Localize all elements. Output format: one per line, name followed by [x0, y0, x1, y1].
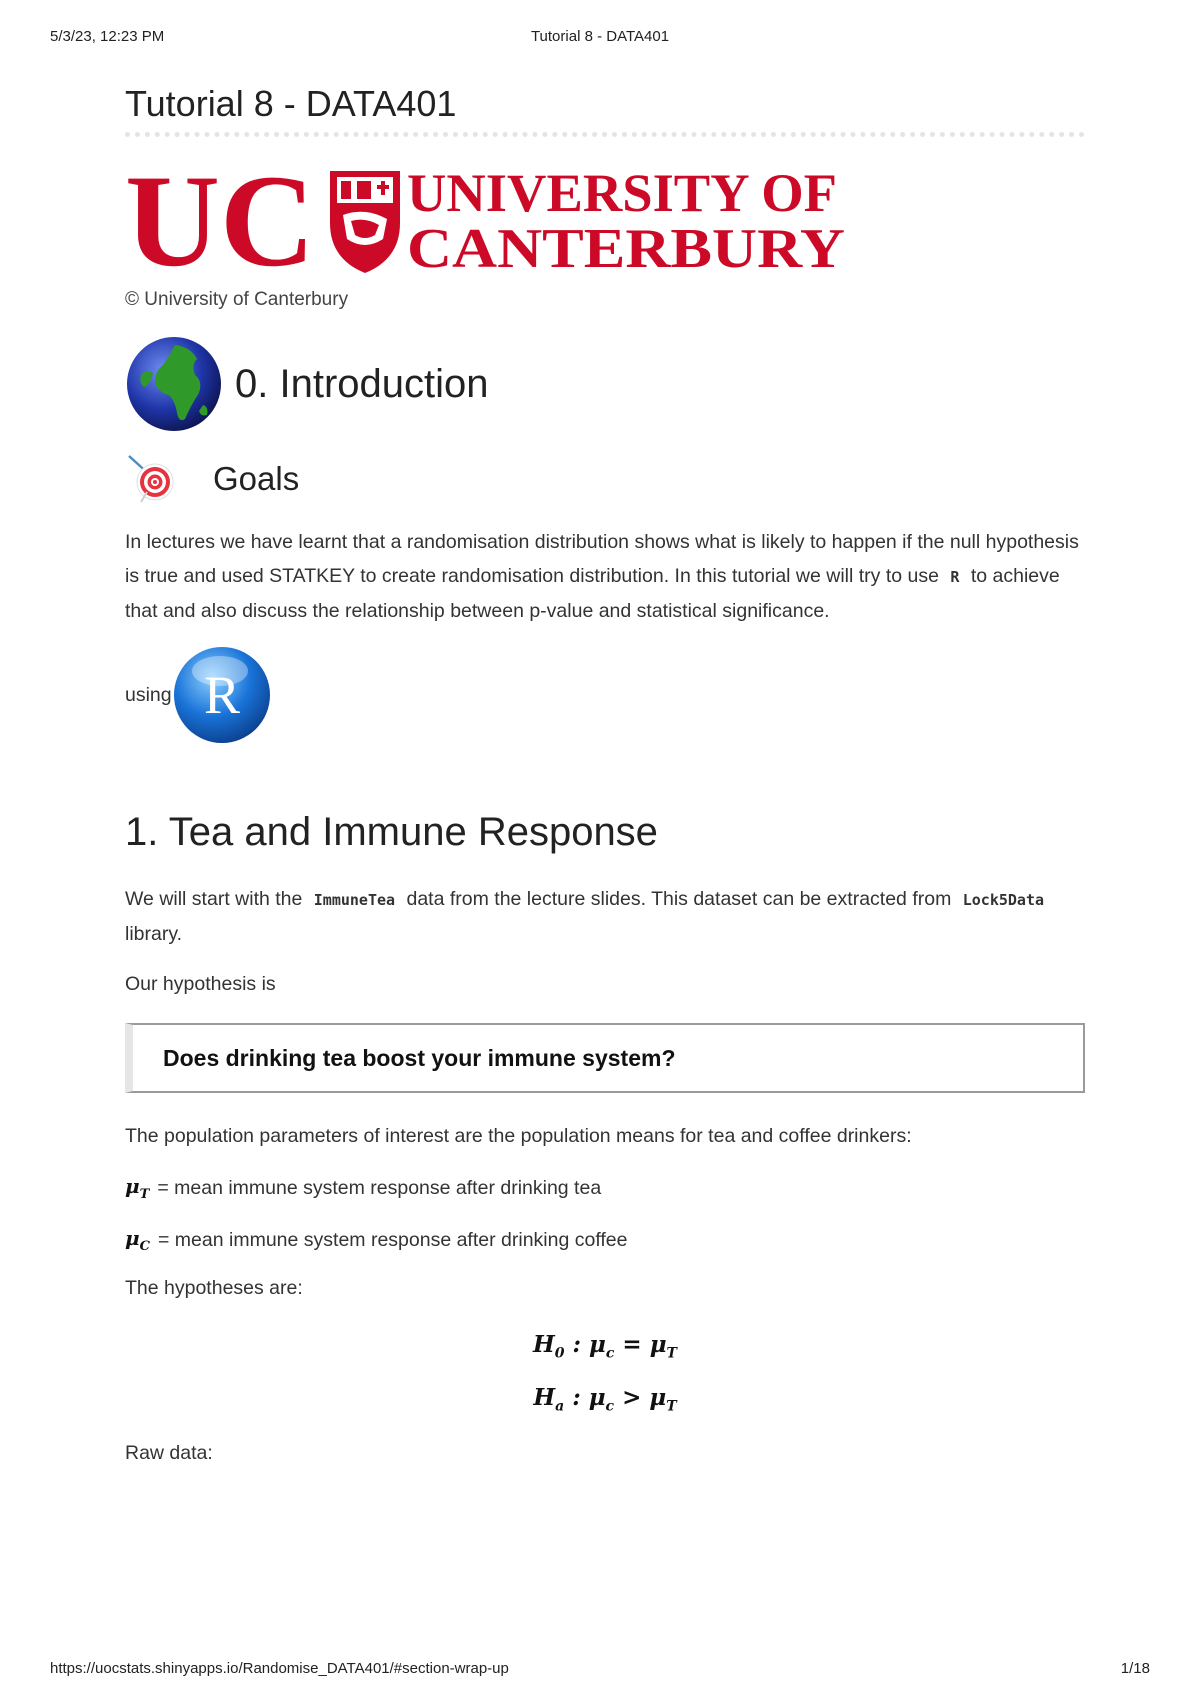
ha-letter: H [533, 1383, 556, 1411]
mu-coffee-symbol [125, 1226, 150, 1254]
r-code: R [950, 568, 960, 586]
globe-icon [125, 335, 223, 433]
immunetea-code: ImmuneTea [313, 891, 396, 909]
ha-mu-c-subscript: c [605, 1398, 615, 1415]
goals-text-after: to achieve that and also discuss the relationship between p-value and statistical significance. [125, 565, 1060, 622]
logo-mark: UC [125, 159, 315, 277]
goals-heading-text: Goals [213, 460, 300, 497]
p1-text-a: We will start with the [125, 888, 303, 910]
crest-icon [330, 171, 400, 273]
h0-mu-c: : μ [572, 1331, 606, 1358]
logo-line-2: CANTERBURY [407, 218, 845, 277]
goals-heading [125, 451, 1085, 507]
university-logo [125, 159, 1085, 277]
mu-coffee-text: = mean immune system response after drinking coffee [158, 1229, 628, 1251]
p1-text-b: data from the lecture slides. This dataset can be extracted from [406, 888, 952, 910]
uc-logo-graphic [125, 159, 845, 277]
copyright-notice: © University of Canterbury [125, 289, 349, 310]
ha-mu-t-subscript: T [666, 1398, 677, 1415]
h0-letter: H [533, 1331, 555, 1358]
hypotheses-intro: The hypotheses are: [125, 1277, 303, 1299]
hypothesis-callout [125, 1023, 1085, 1093]
section-1-heading: 1. Tea and Immune Response [125, 810, 658, 854]
print-header [0, 28, 1200, 48]
logo-line-1: UNIVERSITY OF [407, 163, 837, 223]
h0-mu-t-subscript: T [666, 1345, 677, 1362]
h0-equals-mu-t: = μ [614, 1331, 667, 1358]
print-footer [0, 1660, 1200, 1680]
introduction-heading-text: 0. Introduction [235, 361, 489, 406]
r-logo-icon [172, 645, 272, 745]
mu-tea-definition [125, 1171, 1085, 1205]
mu-coffee-subscript: C [139, 1239, 150, 1254]
using-r-line [125, 644, 1085, 746]
hypothesis-question: Does drinking tea boost your immune system? [163, 1044, 676, 1071]
raw-data-label: Raw data: [125, 1442, 213, 1465]
using-label: using [125, 683, 172, 706]
null-hypothesis [125, 1331, 1085, 1362]
print-page-number: 1/18 [1120, 1660, 1150, 1677]
section-1-paragraph-2: Our hypothesis is [125, 973, 276, 995]
title-block [125, 80, 1085, 137]
tutorial-content [125, 80, 1085, 1470]
p1-text-c: library. [125, 923, 183, 945]
print-datetime: 5/3/23, 12:23 PM [50, 28, 165, 45]
h0-subscript: 0 [554, 1345, 565, 1362]
lock5data-code: Lock5Data [962, 891, 1045, 909]
introduction-heading [125, 335, 1085, 433]
section-1-paragraph-3: The population parameters of interest are the population means for tea and coffee drinkers: [125, 1125, 912, 1147]
mu-tea-symbol [125, 1174, 149, 1202]
ha-mu-c: : μ [572, 1383, 606, 1411]
page-title: Tutorial 8 - DATA401 [125, 83, 457, 124]
section-1-paragraph-1 [125, 882, 1085, 951]
h0-mu-c-subscript: c [605, 1345, 615, 1362]
goals-text-before: In lectures we have learnt that a randomisation distribution shows what is likely to happen if the null hypothesis is true and used STATKEY to create randomisation distribution. In this tutorial we will try to use [125, 531, 1079, 587]
mu-tea-text: = mean immune system response after drinking tea [157, 1177, 602, 1199]
mu-tea-subscript: T [139, 1187, 150, 1202]
goals-paragraph [125, 525, 1085, 628]
ha-greater-mu-t: > μ [614, 1383, 667, 1411]
alternative-hypothesis [125, 1384, 1085, 1415]
mu-coffee-definition [125, 1223, 1085, 1257]
print-url: https://uocstats.shinyapps.io/Randomise_DATA401/#section-wrap-up [50, 1660, 509, 1677]
target-icon [125, 452, 179, 506]
print-page-title: Tutorial 8 - DATA401 [530, 28, 670, 45]
ha-subscript: a [555, 1398, 565, 1415]
r-logo-letter: R [203, 665, 240, 725]
mu-tea-letter: μ [125, 1174, 140, 1198]
mu-coffee-letter: μ [125, 1226, 140, 1250]
